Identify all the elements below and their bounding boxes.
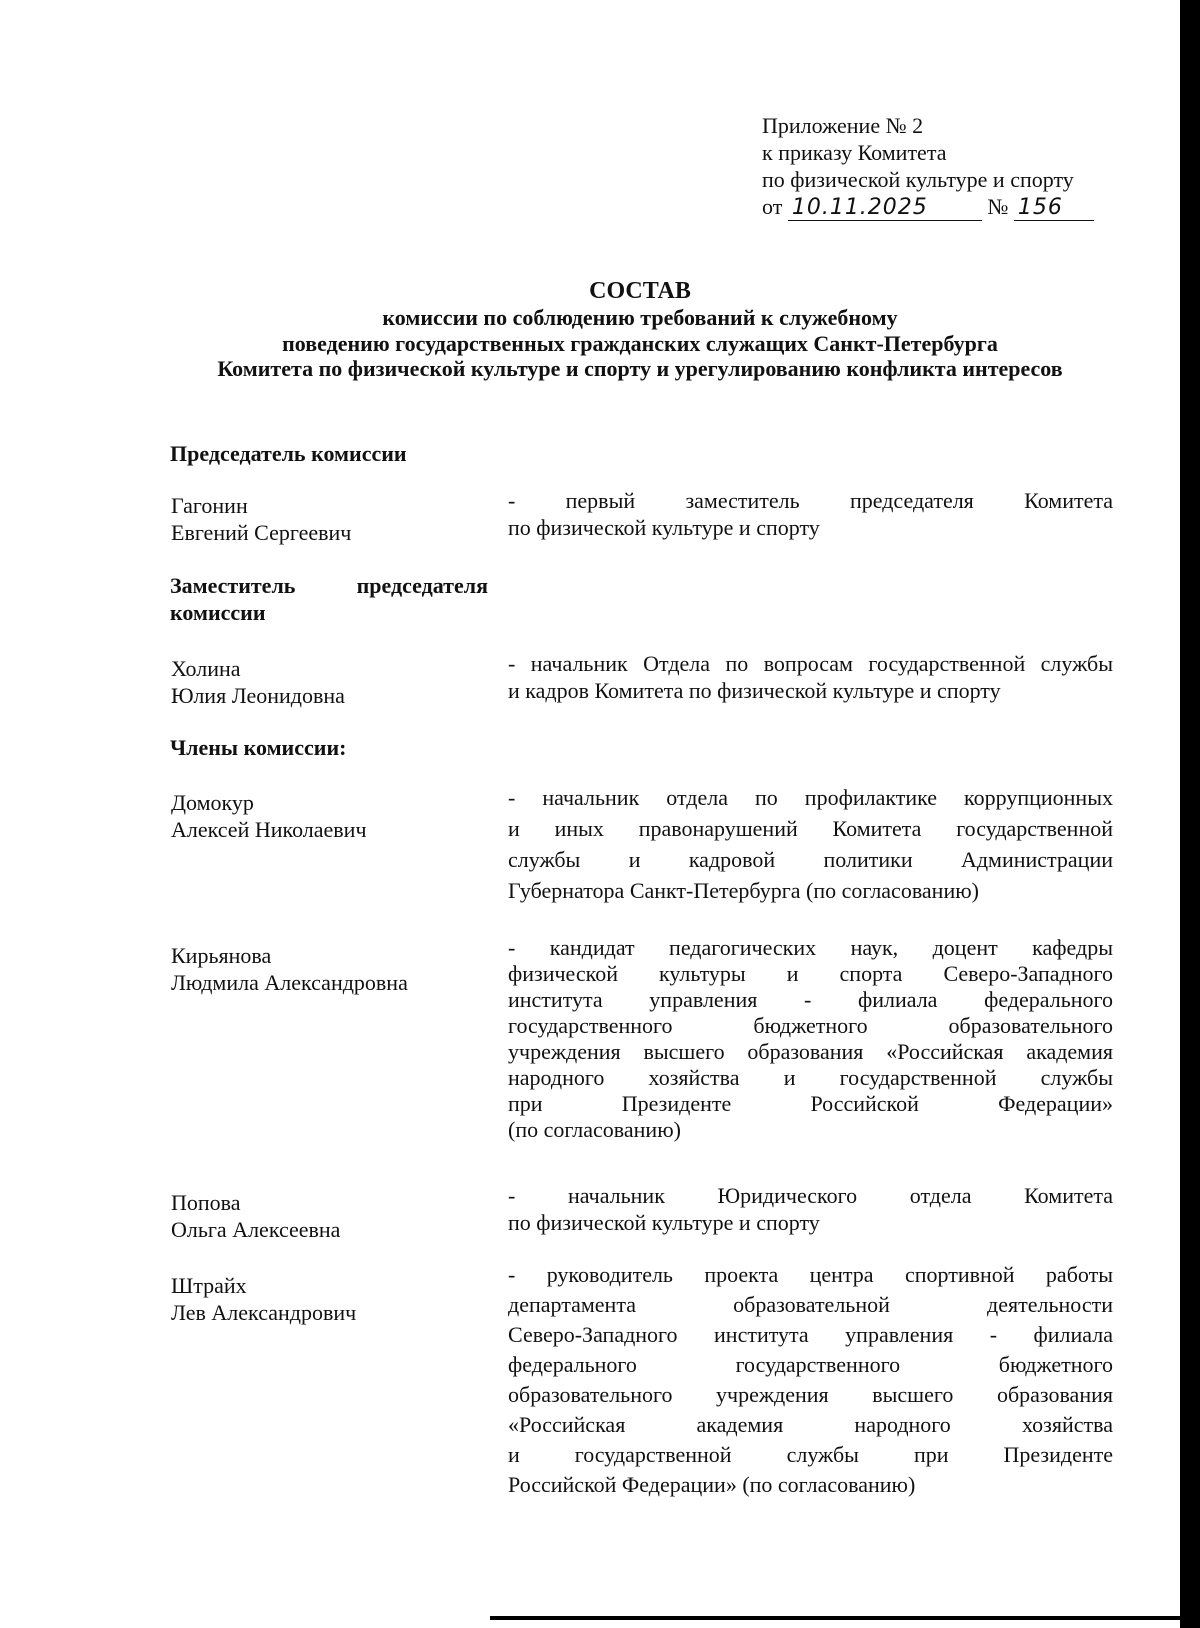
position-line: «Российская академия народного хозяйства (508, 1412, 1113, 1437)
annex-line-3: по физической культуре и спорту (762, 167, 1074, 192)
section-deputy-chair: Заместитель председателя (170, 573, 488, 598)
position-line: - руководитель проекта центра спортивной работы (508, 1262, 1113, 1287)
scan-edge-bottom (490, 1616, 1180, 1620)
person-position (508, 935, 1113, 1143)
position-line: по физической культуре и спорту (508, 515, 820, 540)
date-prefix: от (762, 194, 783, 219)
person-given-name: Евгений Сергеевич (171, 520, 352, 545)
document-heading: СОСТАВ (589, 278, 691, 304)
position-line: физической культуры и спорта Северо-Западного (508, 961, 1113, 986)
person-surname: Штрайх (171, 1273, 247, 1298)
position-line: Губернатора Санкт-Петербурга (по согласованию) (508, 878, 979, 903)
annex-block (762, 112, 1094, 221)
position-line: (по согласованию) (508, 1117, 681, 1142)
person-surname: Кирьянова (171, 943, 272, 968)
annex-line-1: Приложение № 2 (762, 113, 924, 138)
person-given-name: Людмила Александровна (171, 970, 408, 995)
position-line: Северо-Западного института управления - филиала (508, 1322, 1113, 1347)
handwritten-number: 156 (1014, 196, 1094, 221)
annex-line-2: к приказу Комитета (762, 140, 947, 165)
position-line: института управления - филиала федерального (508, 987, 1113, 1012)
person-position (508, 782, 1113, 906)
position-line: учреждения высшего образования «Российская академия (508, 1039, 1113, 1064)
person-given-name: Ольга Алексеевна (171, 1217, 341, 1242)
person-given-name: Лев Александрович (171, 1300, 357, 1325)
position-line: - начальник Отдела по вопросам государственной службы (508, 651, 1113, 676)
position-line: Российской Федерации» (по согласованию) (508, 1472, 916, 1497)
section-members: Члены комиссии: (170, 735, 347, 760)
person-position (508, 487, 1113, 541)
position-line: службы и кадровой политики Администрации (508, 847, 1113, 872)
person-surname: Домокур (171, 790, 254, 815)
position-line: государственного бюджетного образовательного (508, 1013, 1113, 1038)
position-line: - кандидат педагогических наук, доцент кафедры (508, 935, 1113, 960)
person-surname: Холина (171, 656, 241, 681)
person-surname: Гагонин (171, 493, 248, 518)
person-position (508, 650, 1113, 704)
position-line: - начальник Юридического отдела Комитета (508, 1183, 1113, 1208)
section-chair: Председатель комиссии (170, 441, 407, 466)
person-position (508, 1182, 1113, 1236)
person-position (508, 1260, 1113, 1500)
title-line-3: Комитета по физической культуре и спорту и урегулированию конфликта интересов (217, 356, 1063, 381)
position-line: федерального государственного бюджетного (508, 1352, 1113, 1377)
handwritten-date: 10.11.2025 (788, 196, 982, 221)
position-line: - первый заместитель председателя Комитета (508, 488, 1113, 513)
number-prefix: № (987, 194, 1009, 219)
position-line: департамента образовательной деятельности (508, 1292, 1113, 1317)
position-line: при Президенте Российской Федерации» (508, 1091, 1113, 1116)
annex-date-line (762, 193, 1094, 221)
position-line: народного хозяйства и государственной службы (508, 1065, 1113, 1090)
position-line: и иных правонарушений Комитета государственной (508, 816, 1113, 841)
person-given-name: Алексей Николаевич (171, 817, 367, 842)
position-line: по физической культуре и спорту (508, 1210, 820, 1235)
title-line-2: поведению государственных гражданских служащих Санкт-Петербурга (282, 331, 998, 356)
position-line: и кадров Комитета по физической культуре и спорту (508, 678, 1001, 703)
title-line-1: комиссии по соблюдению требований к служебному (382, 305, 898, 330)
position-line: - начальник отдела по профилактике коррупционных (508, 785, 1113, 810)
person-surname: Попова (171, 1190, 241, 1215)
person-given-name: Юлия Леонидовна (171, 683, 345, 708)
section-deputy-chair-cont: комиссии (170, 600, 266, 625)
scan-edge-right (1180, 0, 1200, 1628)
position-line: и государственной службы при Президенте (508, 1442, 1113, 1467)
position-line: образовательного учреждения высшего образования (508, 1382, 1113, 1407)
